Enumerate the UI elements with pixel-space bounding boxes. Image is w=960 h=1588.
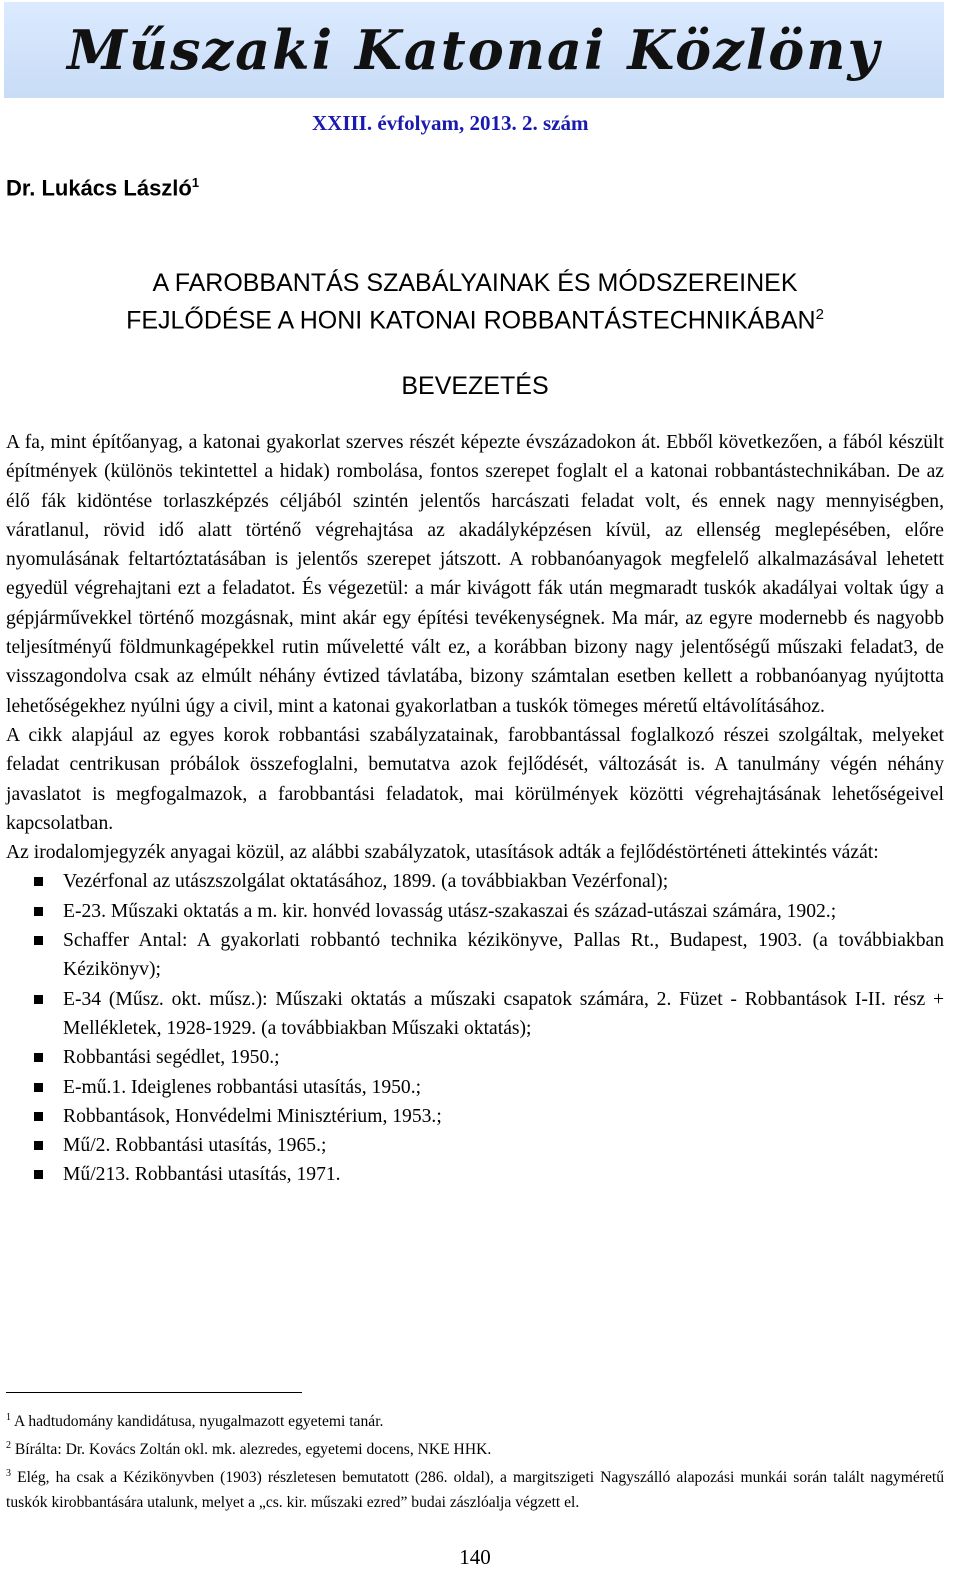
- footnote-mark: 2: [6, 1440, 11, 1452]
- list-item: [6, 897, 944, 926]
- list-item: [6, 1073, 944, 1102]
- footnote-1: [6, 1406, 944, 1434]
- paragraph-2: A cikk alapjául az egyes korok robbantási szabályzatainak, farobbantással foglalkozó részei szolgáltak, melyeket feladat centrikusan próbálok összefoglalni, bemutatva azok fejlődését, változását is. A tanulmány végén néhány javaslatot is megfogalmazok, a farobbantási feladatok, mai körülmények közötti végrehajtásának lehetőségeivel kapcsolatban.: [6, 724, 944, 834]
- list-item-text: Robbantások, Honvédelmi Minisztérium, 1953.;: [63, 1105, 442, 1127]
- footnote-text: Elég, ha csak a Kézikönyvben (1903) részletesen bemutatott (286. oldal), a margitszigeti Nagyszálló alapozási munkái során talált nagyméretű tuskók kirobbantására utalunk, melyet a „cs. kir. műszaki ezred” budai zászlóalja végzett el.: [6, 1469, 944, 1511]
- paragraph-3: Az irodalomjegyzék anyagai közül, az alábbi szabályzatok, utasítások adták a fejlődéstörténeti áttekintés vázát:: [6, 842, 879, 864]
- list-item-text: Mű/213. Robbantási utasítás, 1971.: [63, 1164, 341, 1186]
- author-footnote-mark: 1: [191, 175, 200, 190]
- title-line-2-text: FEJLŐDÉSE A HONI KATONAI ROBBANTÁSTECHNIKÁBAN: [126, 306, 816, 335]
- title-line-1: A FAROBBANTÁS SZABÁLYAINAK ÉS MÓDSZEREINEK: [152, 269, 798, 297]
- article-title: [0, 268, 950, 336]
- journal-banner: [4, 2, 944, 98]
- bullet-icon: [34, 1053, 43, 1062]
- section-heading: BEVEZETÉS: [401, 372, 549, 400]
- bullet-icon: [34, 1170, 43, 1179]
- list-item-text: Vezérfonal az utászszolgálat oktatásához, 1899. (a továbbiakban Vezérfonal);: [63, 871, 669, 893]
- bullet-icon: [34, 877, 43, 886]
- list-item: [6, 1043, 944, 1072]
- footnote-divider: [6, 1392, 302, 1393]
- author-name: Dr. Lukács László: [6, 175, 192, 201]
- list-item-text: E-mű.1. Ideiglenes robbantási utasítás, 1950.;: [63, 1076, 422, 1098]
- regulations-list: [6, 867, 944, 1189]
- list-item-text: E-23. Műszaki oktatás a m. kir. honvéd lovasság utász-szakaszai és század-utászai számára, 1902.;: [63, 900, 837, 922]
- bullet-icon: [34, 936, 43, 945]
- list-item-text: Mű/2. Robbantási utasítás, 1965.;: [63, 1135, 327, 1157]
- author: [6, 175, 199, 201]
- footnote-3: [6, 1462, 944, 1514]
- footnote-text: A hadtudomány kandidátusa, nyugalmazott egyetemi tanár.: [11, 1413, 384, 1431]
- paragraph-1: A fa, mint építőanyag, a katonai gyakorlat szerves részét képezte évszázadokon át. Ebből következően, a fából készült építmények (különös tekintettel a hidak) rombolása, fontos szerepet foglalt el a katonai robbantástechnikában. De az élő fák kidöntése torlaszképzés céljából szintén jelentős harcászati feladat volt, és ennek nagy mennyiségben, váratlanul, rövid idő alatt történő végrehajtása az akadályképzésen kívül, az ellenség meglepésében, előre nyomulásának feltartóztatásában is jelentős szerepet játszott. A robbanóanyagok megfelelő alkalmazásával lehetett egyedül végrehajtani ezt a feladatot. És végezetül: a már kivágott fák után megmaradt tuskók akadályai voltak úgy a gépjárművekkel történő mozgásnak, mint akár egy építési tevékenységnek. Ma már, az egyre modernebb és nagyobb teljesítményű földmunkagépekkel rutin műveletté vált ez, a korábban bizony nagy jelentőségű műszaki feladat3, de visszagondolva csak az elmúlt néhány évtized távlatába, bizony számtalan esetben kellett a robbanóanyag nyújtotta lehetőségekhez nyúlni úgy a civil, mint a katonai gyakorlatban a tuskók tömeges méretű eltávolításához.: [6, 432, 944, 717]
- issue-line: XXIII. évfolyam, 2013. 2. szám: [312, 111, 589, 135]
- list-item: [6, 1102, 944, 1131]
- list-item: [6, 1160, 944, 1189]
- list-item: [6, 867, 944, 896]
- list-item: [6, 985, 944, 1044]
- bullet-icon: [34, 1083, 43, 1092]
- bullet-icon: [34, 995, 43, 1004]
- bullet-icon: [34, 1141, 43, 1150]
- bullet-icon: [34, 1112, 43, 1121]
- title-footnote-mark: 2: [815, 306, 824, 323]
- article-body: [6, 428, 944, 1190]
- list-item-text: Robbantási segédlet, 1950.;: [63, 1047, 280, 1069]
- footnote-mark: 3: [6, 1468, 11, 1480]
- list-item: [6, 926, 944, 985]
- list-item-text: E-34 (Műsz. okt. műsz.): Műszaki oktatás a műszaki csapatok számára, 2. Füzet - Robbantások I-II. rész + Mellékletek, 1928-1929. (a továbbiakban Műszaki oktatás);: [63, 988, 944, 1039]
- footnote-mark: 1: [6, 1412, 11, 1423]
- title-line-2: [0, 299, 950, 336]
- journal-title: Műszaki Katonai Közlöny: [67, 18, 881, 82]
- page-number: 140: [459, 1545, 491, 1569]
- list-item: [6, 1131, 944, 1160]
- footnote-2: [6, 1434, 944, 1462]
- list-item-text: Schaffer Antal: A gyakorlati robbantó technika kézikönyve, Pallas Rt., Budapest, 1903. (a továbbiakban Kézikönyv);: [63, 930, 944, 981]
- footnote-text: Bírálta: Dr. Kovács Zoltán okl. mk. alezredes, egyetemi docens, NKE HHK.: [11, 1441, 492, 1459]
- bullet-icon: [34, 907, 43, 916]
- footnotes: [6, 1406, 944, 1515]
